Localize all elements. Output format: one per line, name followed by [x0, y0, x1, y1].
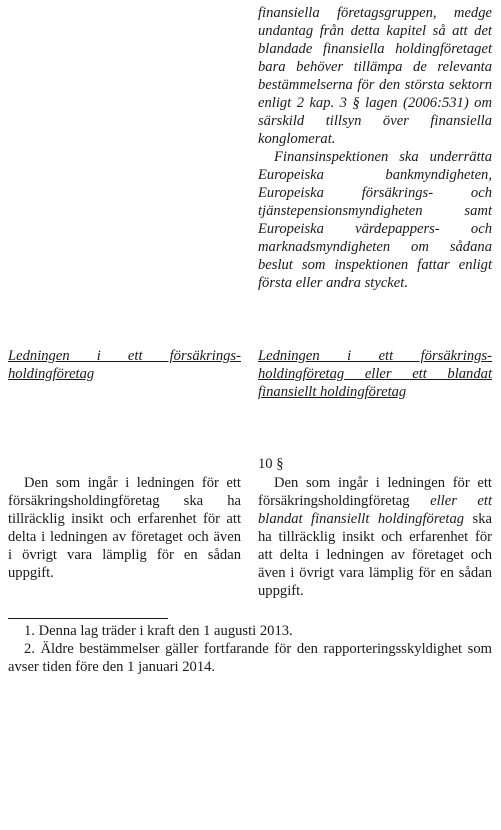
right-body-part2: ska ha tillräcklig insikt och erfarenhet för att delta i ledningen av företaget och även i övrigt vara lämplig för en sådan uppgift.	[258, 511, 492, 599]
left-heading-text: Ledningen i ett försäkringsholdingföretag	[8, 348, 241, 382]
left-heading	[8, 347, 241, 383]
right-paragraph-1: finansiella företagsgruppen, medge undantag från detta kapitel så att det blandade finansiella holdingföretaget bara behöver tillämpa de relevanta bestämmelserna för den största sektorn enligt 2 kap. 3 § lagen (2006:531) om särskild tillsyn över finansiella konglomerat.	[258, 5, 492, 147]
footnote-2: 2. Äldre bestämmelser gäller fortfarande för den rapporteringsskyldighet som avser tiden före den 1 januari 2014.	[8, 641, 492, 675]
footnote-rule	[8, 618, 168, 619]
left-body-text: Den som ingår i ledningen för ett försäkringsholdingföretag ska ha tillräcklig insikt och erfarenhet för att delta i ledningen av företaget och även i övrigt vara lämplig för en sådan uppgift.	[8, 475, 241, 581]
footnote-1: 1. Denna lag träder i kraft den 1 augusti 2013.	[24, 623, 293, 639]
footnotes	[8, 622, 492, 676]
section-number: 10 §	[258, 456, 284, 472]
right-body	[258, 474, 492, 600]
right-column-top	[258, 4, 492, 292]
right-body-text	[258, 474, 492, 600]
right-body-italic: eller ett blandat finansiellt holdingföretag	[258, 493, 492, 527]
right-heading	[258, 347, 492, 401]
right-heading-text: Ledningen i ett försäkringsholdingföretag eller ett blandat finansiellt holdingföretag	[258, 348, 492, 400]
right-body-part1: Den som ingår i ledningen för ett försäkringsholdingföretag	[258, 475, 492, 509]
left-body	[8, 474, 241, 582]
right-paragraph-2: Finansinspektionen ska underrätta Europeiska bankmyndigheten, Europeiska försäkrings- och tjänstepensionsmyndigheten samt Europeiska värdepappers- och marknadsmyndigheten om sådana beslut som inspektionen fattar enligt första eller andra stycket.	[258, 149, 492, 291]
